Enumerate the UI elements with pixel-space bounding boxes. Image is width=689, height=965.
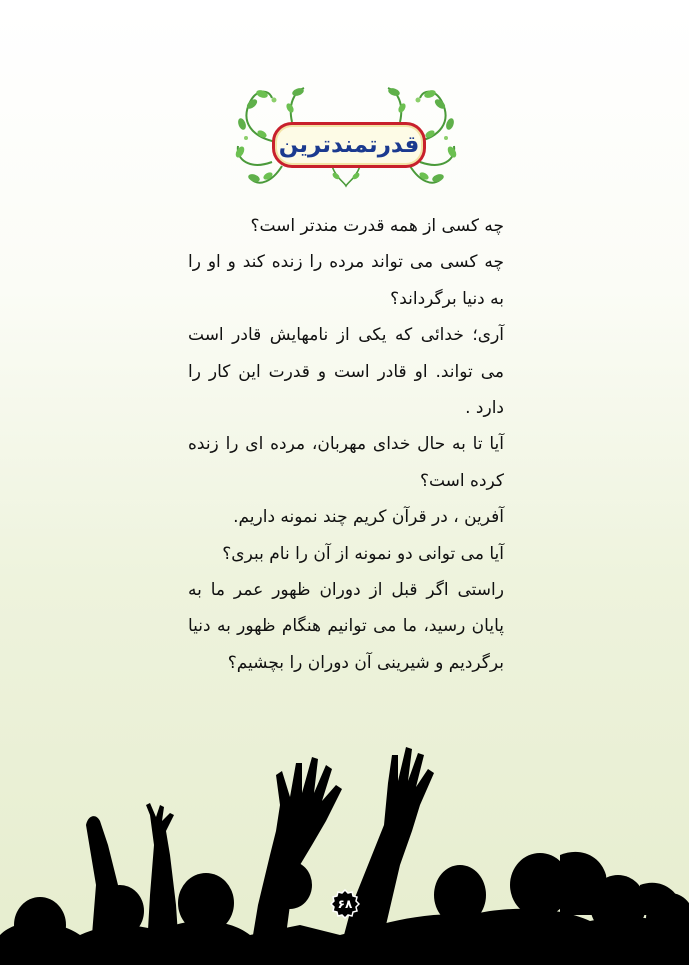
paragraph: راستی اگر قبل از دوران ظهور عمر ما به پایان رسید، ما می توانیم هنگام ظهور به دنیا برگردیم و شیرینی آن دوران را بچشیم؟	[188, 580, 504, 673]
paragraph: چه کسی می تواند مرده را زنده کند و او را به دنیا برگرداند؟	[188, 252, 504, 309]
paragraph: آری؛ خدائی که یکی از نامهایش قادر است می تواند. او قادر است و قدرت این کار را دارد .	[188, 325, 504, 419]
page-title: قدرتمندترین	[278, 132, 420, 158]
body-text	[188, 208, 504, 681]
page-number-text: ۶۸	[337, 897, 353, 911]
paragraph: آیا تا به حال خدای مهربان، مرده ای را زنده کرده است؟	[188, 434, 504, 491]
paragraph: آفرین ، در قرآن کریم چند نمونه داریم.	[233, 507, 504, 528]
paragraph: چه کسی از همه قدرت مندتر است؟	[250, 216, 504, 236]
page-number	[330, 889, 360, 919]
crowd-silhouette-icon	[0, 735, 689, 965]
title-plate	[272, 122, 426, 168]
title-ornament	[232, 82, 460, 192]
paragraph: آیا می توانی دو نمونه از آن را نام ببری؟	[222, 543, 504, 564]
